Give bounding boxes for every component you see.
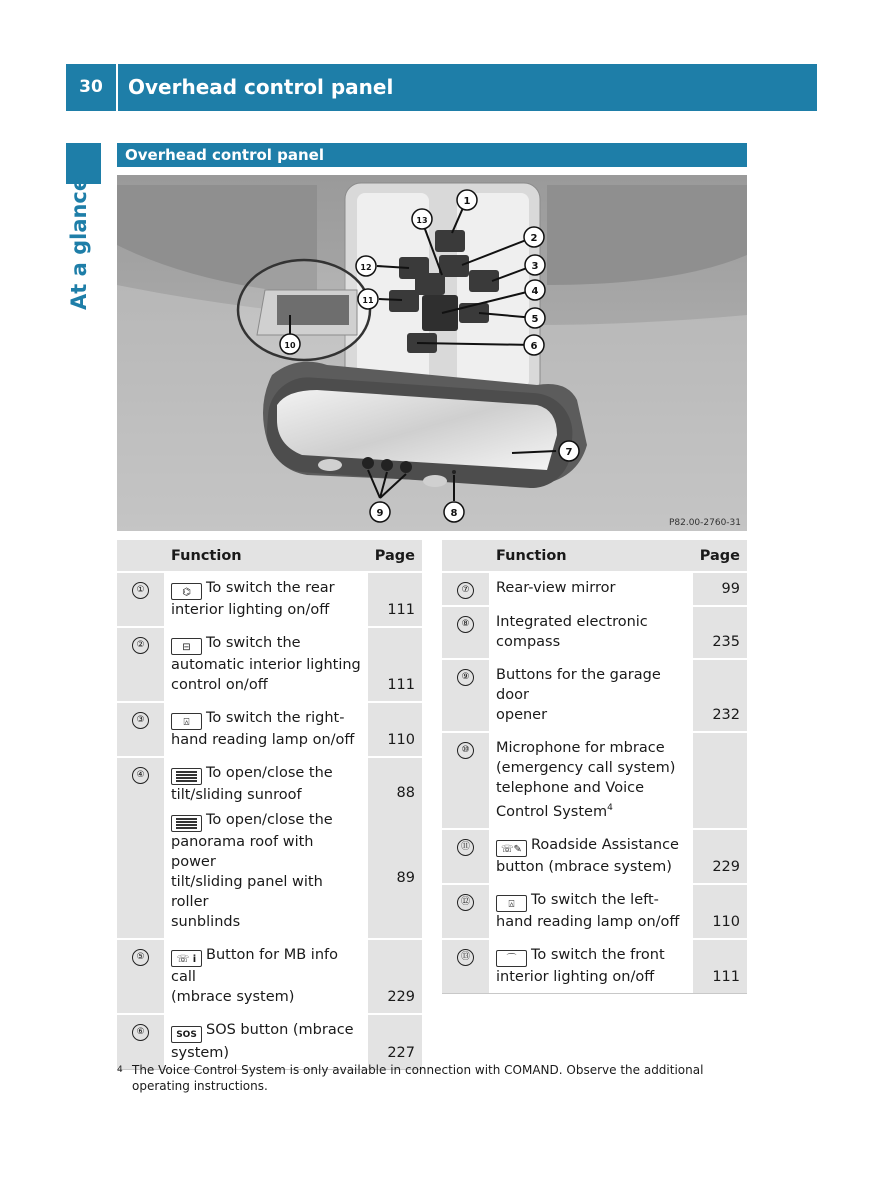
right-mirror-lamp [423,475,447,487]
page-ref: 232 [693,659,747,732]
table-row [442,659,747,732]
footnote-ref[interactable]: 4 [607,803,613,813]
front-light-icon: ⌒ [496,950,527,967]
chapter-tab-label: At a glance [67,176,91,310]
table-row [442,884,747,939]
page-ref: 111 [368,627,422,702]
page-header-cell: Page [368,540,422,572]
callout-12 [356,256,376,276]
row-number: ⑧ [457,616,474,633]
roadside-icon: ☏✎ [496,840,527,857]
function-text: To switch the right- [206,710,345,726]
function-text: interior lighting on/off [171,602,330,618]
callout-6 [524,335,544,355]
footnote [117,1062,747,1094]
page-ref: 235 [693,606,747,659]
garage-button-3 [400,461,412,473]
svg-text:6: 6 [530,341,538,352]
page-header-cell: Page [693,540,747,572]
table-row [442,829,747,884]
svg-text:2: 2 [530,233,538,244]
function-text: To open/close the [206,765,333,781]
reading-lamp-icon: ⍓ [496,895,527,912]
button-13 [415,273,445,295]
table-row [442,732,747,829]
function-text: system) [171,1045,230,1061]
page-ref: 110 [693,884,747,939]
right-function-table [442,540,747,994]
page-title: Overhead control panel [128,75,394,99]
function-text: To switch the [206,635,301,651]
sos-icon: SOS [171,1026,202,1043]
function-text: hand reading lamp on/off [496,913,680,930]
row-number: ⑥ [132,1024,149,1041]
table-row [117,627,422,702]
function-text: To open/close the [206,812,333,828]
callout-5 [525,308,545,328]
row-number: ④ [132,767,149,784]
function-text: To switch the left- [531,891,659,908]
page-ref [693,732,747,829]
compass-indicator [452,470,456,474]
svg-text:5: 5 [531,314,539,325]
overhead-panel-illustration [117,175,747,531]
page-ref: 88 [396,785,415,801]
page-ref: 227 [368,1014,422,1070]
page-ref: 229 [693,829,747,884]
footnote-number: 4 [117,1065,123,1075]
svg-text:1: 1 [463,196,471,207]
callout-7 [559,441,579,461]
page-ref: 110 [368,702,422,757]
header-divider [116,64,118,111]
figure-code: P82.00-2760-31 [668,518,741,528]
function-text: opener [496,707,548,723]
button-11 [389,290,419,312]
function-text: telephone and Voice [496,780,645,796]
function-header: Function [164,540,368,572]
callout-1 [457,190,477,210]
function-header: Function [489,540,693,572]
row-number: ⑪ [457,839,474,856]
row-number: ③ [132,712,149,729]
function-text: control on/off [171,677,268,693]
row-number: ⑨ [457,669,474,686]
button-1 [435,230,465,252]
function-text: To switch the rear [206,580,335,596]
callout-9 [370,502,390,522]
function-text: SOS button (mbrace [206,1022,354,1038]
page-ref: 99 [693,572,747,606]
page-header [66,64,817,111]
section-heading-bar [117,143,747,167]
page-ref: 111 [368,572,422,627]
button-4 [422,295,458,331]
function-text: Rear-view mirror [496,580,616,596]
reading-lamp-icon: ⍓ [171,713,202,730]
table-row [117,939,422,1014]
function-text: tilt/sliding panel with roller [171,874,323,910]
num-header [117,540,164,572]
function-text: hand reading lamp on/off [171,732,355,748]
row-number: ① [132,582,149,599]
num-header [442,540,489,572]
function-text: Buttons for the garage door [496,667,661,703]
function-text: Integrated electronic [496,614,648,630]
table-row [117,702,422,757]
row-number: ⑫ [457,894,474,911]
section-title: Overhead control panel [125,146,324,164]
svg-text:7: 7 [565,447,573,458]
callout-4 [525,280,545,300]
function-text: Roadside Assistance [531,836,679,853]
row-number: ⑬ [457,949,474,966]
svg-text:11: 11 [362,296,374,305]
rear-light-icon: ⌬ [171,583,202,600]
svg-text:10: 10 [284,341,296,350]
function-text: tilt/sliding sunroof [171,787,302,803]
svg-text:13: 13 [416,216,428,225]
callout-11 [358,289,378,309]
svg-text:12: 12 [360,263,372,272]
function-text: sunblinds [171,914,241,930]
function-text: Control System [496,803,608,820]
table-row [442,572,747,606]
sunroof-icon [171,768,202,785]
function-text: automatic interior lighting [171,657,361,673]
callout-3 [525,255,545,275]
function-text: compass [496,634,561,650]
garage-button-1 [362,457,374,469]
footnote-text: The Voice Control System is only available in connection with COMAND. Observe the additional operating instructions. [132,1063,704,1093]
callout-8 [444,502,464,522]
page-number: 30 [79,77,103,97]
svg-text:4: 4 [531,286,539,297]
auto-light-icon: ⊟ [171,638,202,655]
page-ref: 229 [368,939,422,1014]
row-number: ⑤ [132,949,149,966]
panorama-roof-icon [171,815,202,832]
callout-10 [280,334,300,354]
left-mirror-lamp [318,459,342,471]
table-row [442,606,747,659]
function-text: To switch the front [531,946,665,963]
function-text: Microphone for mbrace [496,740,665,756]
callout-13 [412,209,432,229]
table-row [117,572,422,627]
table-row [117,757,422,939]
function-text: interior lighting on/off [496,968,655,985]
function-text: (emergency call system) [496,760,676,776]
svg-text:8: 8 [450,508,458,519]
page-ref: 89 [396,870,415,886]
table-row [442,939,747,994]
svg-text:3: 3 [531,261,539,272]
function-text: Button for MB info call [171,947,338,985]
function-text: panorama roof with power [171,834,314,870]
row-number: ⑦ [457,582,474,599]
callout-2 [524,227,544,247]
function-text: (mbrace system) [171,989,295,1005]
left-function-table [117,540,422,1070]
row-number: ② [132,637,149,654]
garage-button-2 [381,459,393,471]
function-text: button (mbrace system) [496,858,672,875]
row-number: ⑩ [457,742,474,759]
svg-text:9: 9 [376,508,384,519]
info-call-icon: ☏ i [171,950,202,967]
page-ref: 111 [693,939,747,994]
magnifier-circle [238,260,370,360]
